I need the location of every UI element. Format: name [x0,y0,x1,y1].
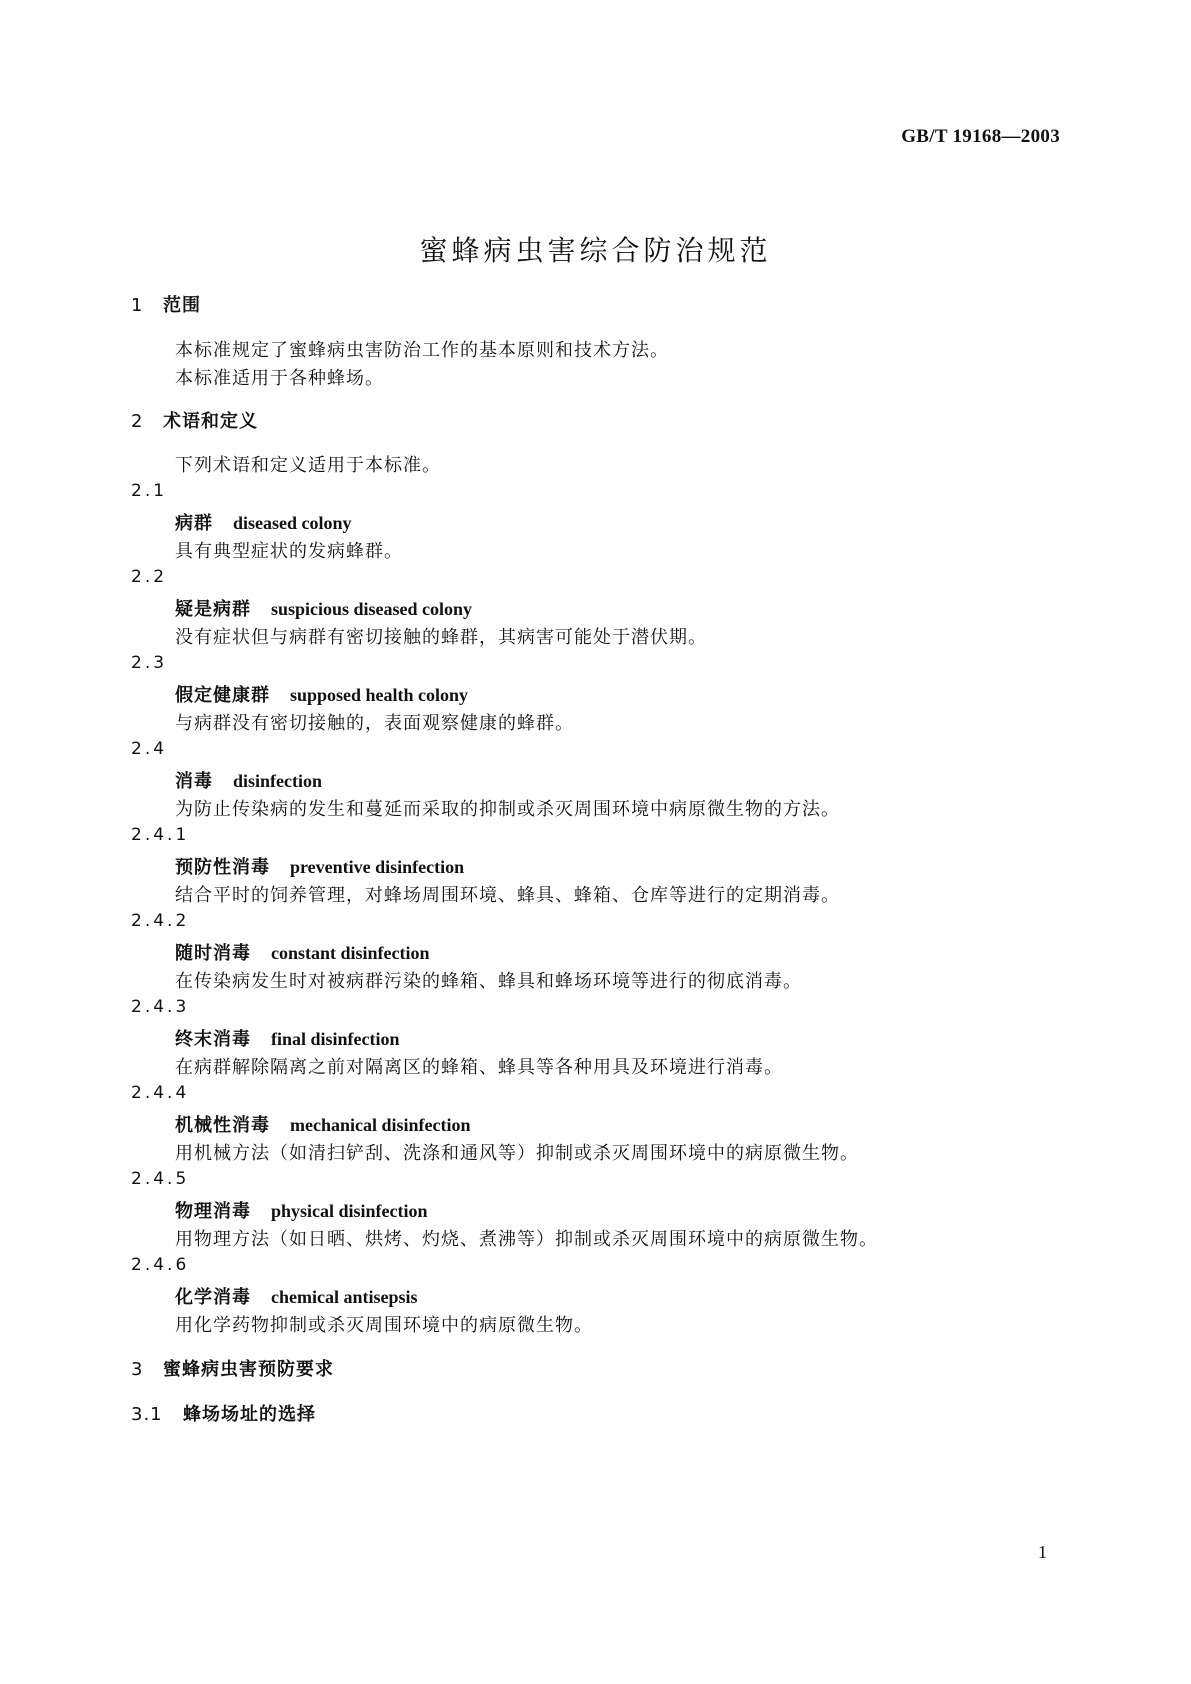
clause-number: 2.4.4 [131,1083,190,1103]
term-en: diseased colony [233,513,352,533]
term-heading [175,1111,471,1137]
term-definition: 与病群没有密切接触的，表面观察健康的蜂群。 [175,713,574,734]
section-3-1-heading [131,1400,316,1426]
clause-number: 2.4 [131,739,168,759]
term-zh: 随时消毒 [175,943,251,964]
term-en: preventive disinfection [290,857,465,877]
document-title: 蜜蜂病虫害综合防治规范 [419,234,772,267]
section-title: 蜂场场址的选择 [183,1404,316,1425]
term-en: disinfection [233,771,323,791]
section-2-heading [131,407,258,433]
term-heading [175,509,352,535]
section-title: 蜜蜂病虫害预防要求 [163,1359,334,1380]
term-definition: 没有症状但与病群有密切接触的蜂群，其病害可能处于潜伏期。 [175,627,707,648]
term-heading [175,853,464,879]
term-en: physical disinfection [271,1201,428,1221]
term-definition: 为防止传染病的发生和蔓延而采取的抑制或杀灭周围环境中病原微生物的方法。 [175,799,840,820]
clause-number: 2.3 [131,653,168,673]
clause-number: 2.1 [131,481,168,501]
term-en: final disinfection [271,1029,400,1049]
term-zh: 预防性消毒 [175,857,270,878]
clause-number: 2.4.1 [131,825,190,845]
section-title: 范围 [163,295,201,316]
term-definition: 结合平时的饲养管理，对蜂场周围环境、蜂具、蜂箱、仓库等进行的定期消毒。 [175,885,840,906]
page-number: 1 [1038,1542,1047,1562]
term-zh: 物理消毒 [175,1201,251,1222]
term-heading [175,681,468,707]
term-en: mechanical disinfection [290,1115,471,1135]
term-en: supposed health colony [290,685,469,705]
scope-paragraph-2: 本标准适用于各种蜂场。 [175,368,384,389]
term-en: suspicious diseased colony [271,599,473,619]
term-zh: 疑是病群 [175,599,251,620]
clause-number: 2.4.5 [131,1169,190,1189]
term-definition: 在传染病发生时对被病群污染的蜂箱、蜂具和蜂场环境等进行的彻底消毒。 [175,971,802,992]
standard-code: GB/T 19168—2003 [901,126,1060,147]
section-number: 1 [131,295,144,316]
term-zh: 假定健康群 [175,685,270,706]
term-en: constant disinfection [271,943,430,963]
section-number: 2 [131,411,144,432]
section-1-heading [131,291,201,317]
terms-intro: 下列术语和定义适用于本标准。 [175,455,441,476]
clause-number: 2.4.3 [131,997,190,1017]
section-3-heading [131,1355,334,1381]
term-zh: 消毒 [175,771,213,792]
scope-paragraph-1: 本标准规定了蜜蜂病虫害防治工作的基本原则和技术方法。 [175,340,669,361]
term-heading [175,1197,428,1223]
term-definition: 用机械方法（如清扫铲刮、洗涤和通风等）抑制或杀灭周围环境中的病原微生物。 [175,1143,859,1164]
section-number: 3 [131,1359,144,1380]
term-heading [175,595,472,621]
section-number: 3.1 [131,1404,163,1425]
section-title: 术语和定义 [163,411,258,432]
clause-number: 2.2 [131,567,168,587]
term-zh: 化学消毒 [175,1287,251,1308]
term-zh: 机械性消毒 [175,1115,270,1136]
term-definition: 具有典型症状的发病蜂群。 [175,541,403,562]
clause-number: 2.4.2 [131,911,190,931]
term-heading [175,767,322,793]
term-definition: 用物理方法（如日晒、烘烤、灼烧、煮沸等）抑制或杀灭周围环境中的病原微生物。 [175,1229,878,1250]
term-definition: 用化学药物抑制或杀灭周围环境中的病原微生物。 [175,1315,593,1336]
term-en: chemical antisepsis [271,1287,418,1307]
term-heading [175,939,430,965]
term-zh: 病群 [175,513,213,534]
term-definition: 在病群解除隔离之前对隔离区的蜂箱、蜂具等各种用具及环境进行消毒。 [175,1057,783,1078]
term-heading [175,1025,400,1051]
term-heading [175,1283,418,1309]
clause-number: 2.4.6 [131,1255,190,1275]
term-zh: 终末消毒 [175,1029,251,1050]
